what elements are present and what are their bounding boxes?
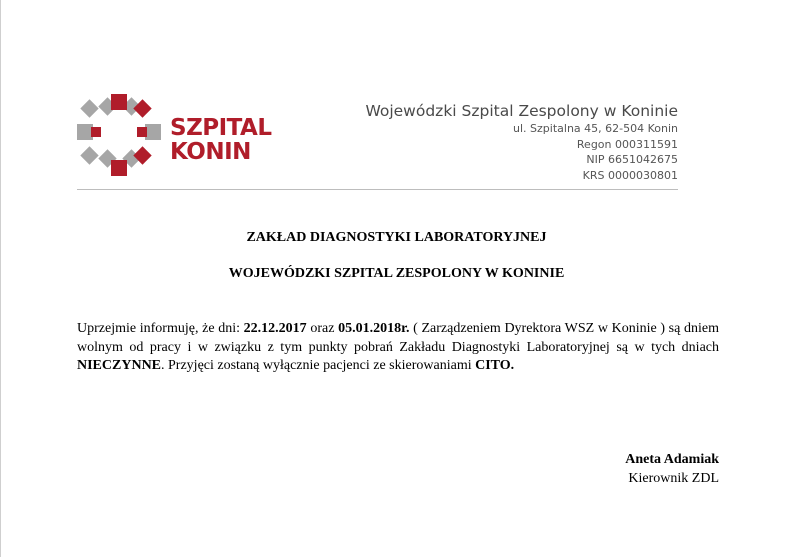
signature-role: Kierownik ZDL: [628, 471, 719, 486]
hospital-info: [365, 101, 678, 183]
cross-of-squares-logo-icon: [77, 94, 161, 178]
logo-wordmark: [170, 116, 272, 164]
header-divider: [77, 189, 678, 190]
logo-line-1: SZPITAL: [170, 115, 272, 141]
notice-text-3: ( Zarządzeniem Dyrektora WSZ w Koninie ) są dniem wolnym od pracy i w związku z tym punkty pobrań Zakładu Diagnostyki Laboratoryjnej są w tych dniach: [77, 321, 719, 355]
hospital-name: Wojewódzki Szpital Zespolony w Koninie: [365, 102, 678, 120]
hospital-krs: KRS 0000030801: [582, 168, 678, 182]
notice-date-2: 05.01.2018r.: [338, 321, 410, 336]
notice-paragraph: [77, 320, 719, 376]
notice-closed: NIECZYNNE: [77, 358, 162, 373]
department-title: ZAKŁAD DIAGNOSTYKI LABORATORYJNEJ: [246, 230, 547, 245]
notice-text-1: Uprzejmie informuję, że dni:: [77, 321, 244, 336]
signature-name: Aneta Adamiak: [625, 452, 719, 467]
notice-text-2: oraz: [306, 321, 339, 336]
hospital-address: ul. Szpitalna 45, 62-504 Konin: [513, 122, 678, 135]
hospital-title: WOJEWÓDZKI SZPITAL ZESPOLONY W KONINIE: [228, 266, 565, 281]
signature-block: [625, 450, 719, 488]
notice-date-1: 22.12.2017: [243, 321, 307, 336]
notice-text-4: . Przyjęci zostaną wyłącznie pacjenci ze skierowaniami: [161, 358, 476, 373]
hospital-logo: [77, 94, 272, 176]
logo-line-2: KONIN: [170, 139, 251, 165]
hospital-regon: Regon 000311591: [576, 137, 678, 151]
hospital-nip: NIP 6651042675: [586, 153, 678, 166]
notice-cito: CITO.: [475, 358, 515, 373]
